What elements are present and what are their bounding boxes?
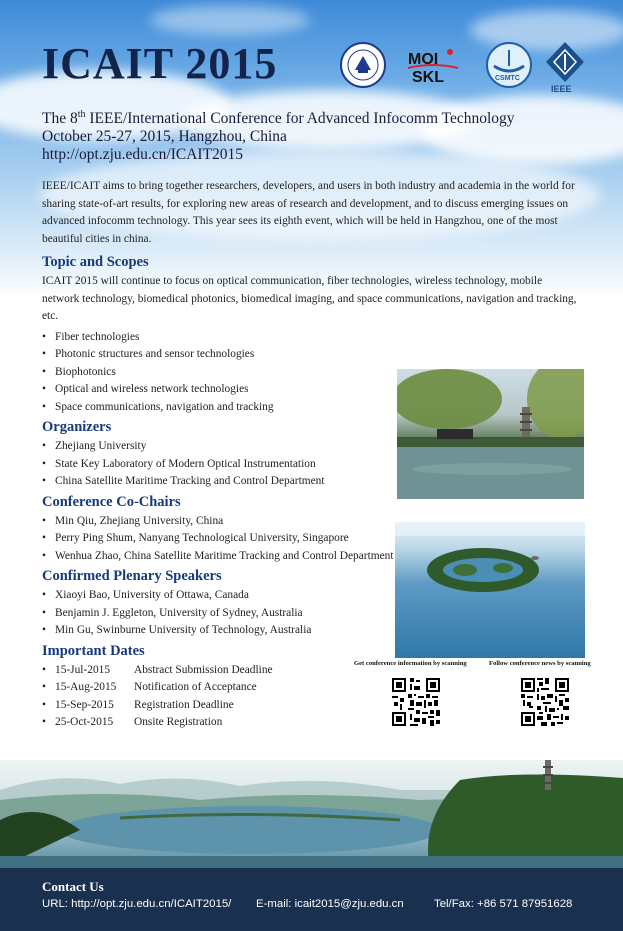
qr-code-info[interactable] xyxy=(390,676,442,728)
dates-list xyxy=(42,662,582,732)
contact-phone: Tel/Fax: +86 571 87951628 xyxy=(434,898,573,910)
qr-caption-left: Get conference information by scanning xyxy=(354,660,467,667)
topics-paragraph: ICAIT 2015 will continue to focus on optical communication, fiber technologies, wireless technology, mobile network technology, biomedical photonics, biomedical imaging, and space communications, navigation and tracking, etc. xyxy=(42,275,577,322)
list-item: • Min Qiu, Zhejiang University, China xyxy=(42,513,582,531)
list-item: • Wenhua Zhao, China Satellite Maritime Tracking and Control Department xyxy=(42,548,395,566)
contact-heading: Contact Us xyxy=(42,879,104,894)
list-item: • Fiber technologies xyxy=(42,329,582,347)
list-item: • Optical and wireless network technologies xyxy=(42,381,582,399)
svg-text:CSMTC: CSMTC xyxy=(495,75,520,82)
hangzhou-landscape-photo xyxy=(0,760,623,868)
conference-subtitle xyxy=(42,106,602,164)
organizers-heading: Organizers xyxy=(42,419,112,435)
date-item: • 25-Oct-2015 Onsite Registration xyxy=(42,714,582,732)
conference-title: ICAIT 2015 xyxy=(42,39,278,88)
ieee-logo xyxy=(542,40,588,94)
date-item: • 15-Sep-2015 Registration Deadline xyxy=(42,697,582,715)
moi-skl-logo xyxy=(406,46,460,86)
date-item: • 15-Aug-2015 Notification of Acceptance xyxy=(42,679,582,697)
list-item: • Xiaoyi Bao, University of Ottawa, Canada xyxy=(42,587,582,605)
qr-code-news[interactable] xyxy=(519,676,571,728)
list-item: • Zhejiang University xyxy=(42,438,582,456)
list-item: • State Key Laboratory of Modern Optical Instrumentation xyxy=(42,456,582,474)
contact-footer xyxy=(0,868,623,931)
sponsor-logos xyxy=(338,38,588,94)
cochairs-heading: Conference Co-Chairs xyxy=(42,493,181,510)
contact-url[interactable]: URL: http://opt.zju.edu.cn/ICAIT2015/ xyxy=(42,898,232,910)
csmtc-logo xyxy=(484,40,534,90)
conference-dates-location: October 25-27, 2015, Hangzhou, China xyxy=(42,128,287,145)
topics-heading: Topic and Scopes xyxy=(42,254,149,270)
speakers-heading: Confirmed Plenary Speakers xyxy=(42,568,222,584)
qr-caption-right: Follow conference news by scanning xyxy=(489,660,591,667)
list-item: • Min Gu, Swinburne University of Technology, Australia xyxy=(42,622,582,640)
date-item: • 15-Jul-2015 Abstract Submission Deadline xyxy=(42,662,582,680)
list-item: • Perry Ping Shum, Nanyang Technological University, Singapore xyxy=(42,530,582,548)
intro-paragraph: IEEE/ICAIT aims to bring together researchers, developers, and users in both industry and academia in the world for sharing state-of-art results, for exploring new areas of research and development, and to discuss emerging issues on advanced infocomm technology. This year sees its eighth event, which will be held in Hangzhou, one of the most beautiful cities in china. xyxy=(42,180,575,245)
list-item: • Biophotonics xyxy=(42,364,582,382)
west-lake-island-photo xyxy=(395,522,585,658)
zhejiang-university-logo xyxy=(338,40,388,90)
list-item: • China Satellite Maritime Tracking and Control Department xyxy=(42,473,582,491)
conference-full-name: The 8th IEEE/International Conference for Advanced Infocomm Technology xyxy=(42,109,515,127)
conference-url[interactable]: http://opt.zju.edu.cn/ICAIT2015 xyxy=(42,146,244,163)
svg-text:MOI: MOI xyxy=(408,51,439,68)
list-item: • Benjamin J. Eggleton, University of Sydney, Australia xyxy=(42,605,582,623)
dates-heading: Important Dates xyxy=(42,642,145,659)
svg-text:IEEE: IEEE xyxy=(551,84,572,94)
west-lake-pagoda-photo xyxy=(397,369,584,499)
list-item: • Space communications, navigation and tracking xyxy=(42,399,582,417)
list-item: • Photonic structures and sensor technologies xyxy=(42,346,582,364)
svg-text:SKL: SKL xyxy=(412,69,444,86)
contact-email[interactable]: E-mail: icait2015@zju.edu.cn xyxy=(256,898,404,910)
